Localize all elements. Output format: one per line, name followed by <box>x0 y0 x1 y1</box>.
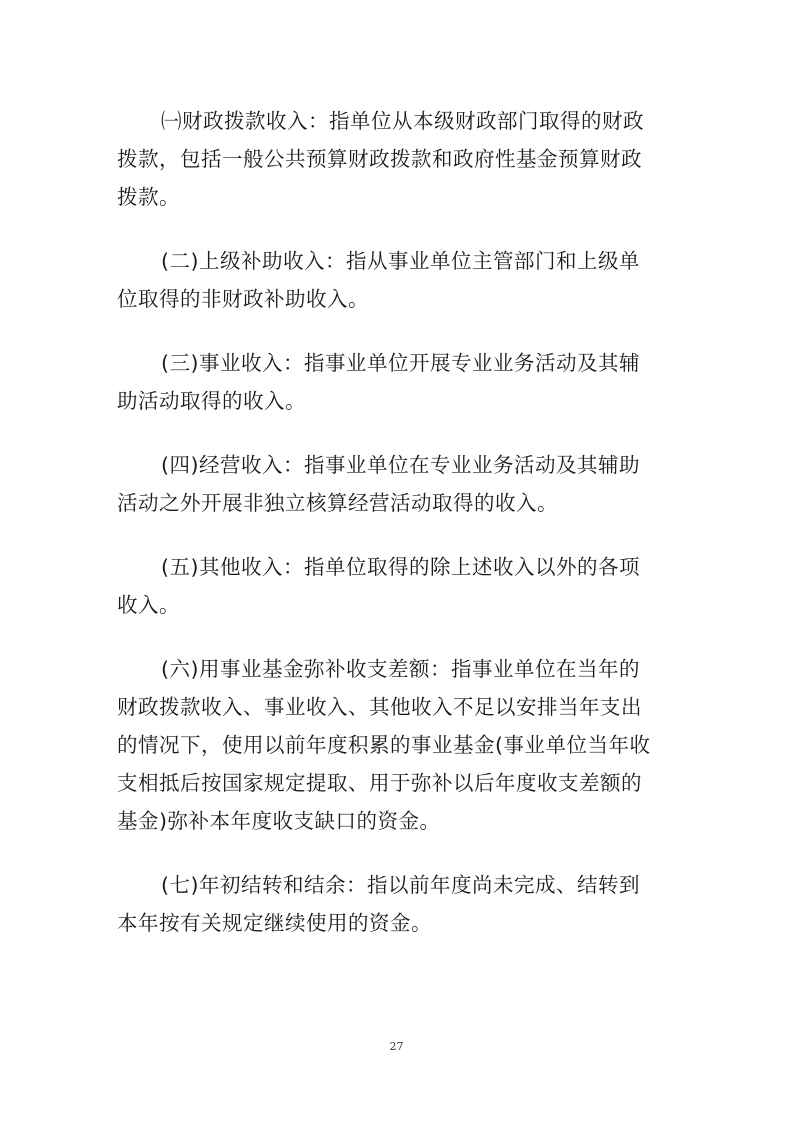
paragraph-superior-subsidy-income <box>117 242 677 318</box>
paragraph-line: 拨款。 <box>117 185 180 209</box>
paragraph-line: (二)上级补助收入：指从事业单位主管部门和上级单 <box>161 249 640 273</box>
paragraph-business-fund-offset <box>117 650 677 840</box>
page-number: 27 <box>389 1040 404 1053</box>
paragraph-line: ㈠财政拨款收入：指单位从本级财政部门取得的财政 <box>161 109 644 133</box>
document-body <box>117 102 677 968</box>
paragraph-line: 收入。 <box>117 593 180 617</box>
paragraph-operating-income <box>117 446 677 522</box>
paragraph-line: 位取得的非财政补助收入。 <box>117 287 369 311</box>
paragraph-carryover-and-balance <box>117 866 677 942</box>
paragraph-line: (七)年初结转和结余：指以前年度尚未完成、结转到 <box>161 873 640 897</box>
paragraph-line: 基金)弥补本年度收支缺口的资金。 <box>117 809 441 833</box>
paragraph-line: 拨款，包括一般公共预算财政拨款和政府性基金预算财政 <box>117 147 642 171</box>
paragraph-line: 支相抵后按国家规定提取、用于弥补以后年度收支差额的 <box>117 771 642 795</box>
paragraph-fiscal-appropriation-income <box>117 102 677 216</box>
paragraph-line: (五)其他收入：指单位取得的除上述收入以外的各项 <box>161 555 640 579</box>
paragraph-line: 财政拨款收入、事业收入、其他收入不足以安排当年支出 <box>117 695 642 719</box>
paragraph-line: (四)经营收入：指事业单位在专业业务活动及其辅助 <box>161 453 640 477</box>
paragraph-line: 助活动取得的收入。 <box>117 389 306 413</box>
paragraph-line: 活动之外开展非独立核算经营活动取得的收入。 <box>117 491 558 515</box>
paragraph-business-income <box>117 344 677 420</box>
paragraph-other-income <box>117 548 677 624</box>
paragraph-line: 的情况下，使用以前年度积累的事业基金(事业单位当年收 <box>117 733 651 757</box>
paragraph-line: (三)事业收入：指事业单位开展专业业务活动及其辅 <box>161 351 640 375</box>
paragraph-line: (六)用事业基金弥补收支差额：指事业单位在当年的 <box>161 657 640 681</box>
paragraph-line: 本年按有关规定继续使用的资金。 <box>117 911 432 935</box>
